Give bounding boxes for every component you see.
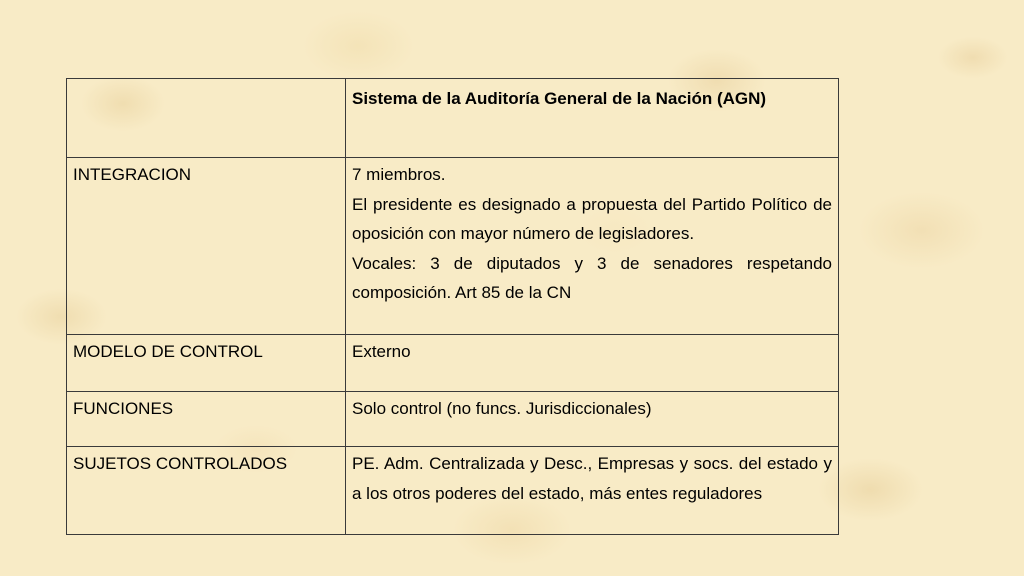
table-row-modelo-de-control xyxy=(67,335,839,392)
integracion-line-1: 7 miembros. xyxy=(352,165,446,184)
table-header-row xyxy=(67,79,839,158)
table-row-funciones xyxy=(67,392,839,447)
table-row-sujetos-controlados xyxy=(67,447,839,535)
integracion-line-2: El presidente es designado a propuesta del Partido Político de oposición con mayor número de legisladores. xyxy=(352,194,832,243)
row-value-funciones: Solo control (no funcs. Jurisdiccionales) xyxy=(346,392,839,447)
row-value-modelo-de-control: Externo xyxy=(346,335,839,392)
row-value-integracion xyxy=(346,158,839,335)
header-empty-cell xyxy=(67,79,346,158)
agn-comparison-table-container xyxy=(66,78,832,535)
agn-comparison-table xyxy=(66,78,839,535)
header-title-cell: Sistema de la Auditoría General de la Nación (AGN) xyxy=(346,79,839,158)
table-row-integracion xyxy=(67,158,839,335)
row-label-sujetos-controlados: SUJETOS CONTROLADOS xyxy=(67,447,346,535)
row-label-modelo-de-control: MODELO DE CONTROL xyxy=(67,335,346,392)
integracion-line-3: Vocales: 3 de diputados y 3 de senadores respetando composición. Art 85 de la CN xyxy=(352,253,832,302)
row-value-sujetos-controlados: PE. Adm. Centralizada y Desc., Empresas y socs. del estado y a los otros poderes del estado, más entes reguladores xyxy=(346,447,839,535)
row-label-integracion: INTEGRACION xyxy=(67,158,346,335)
row-label-funciones: FUNCIONES xyxy=(67,392,346,447)
